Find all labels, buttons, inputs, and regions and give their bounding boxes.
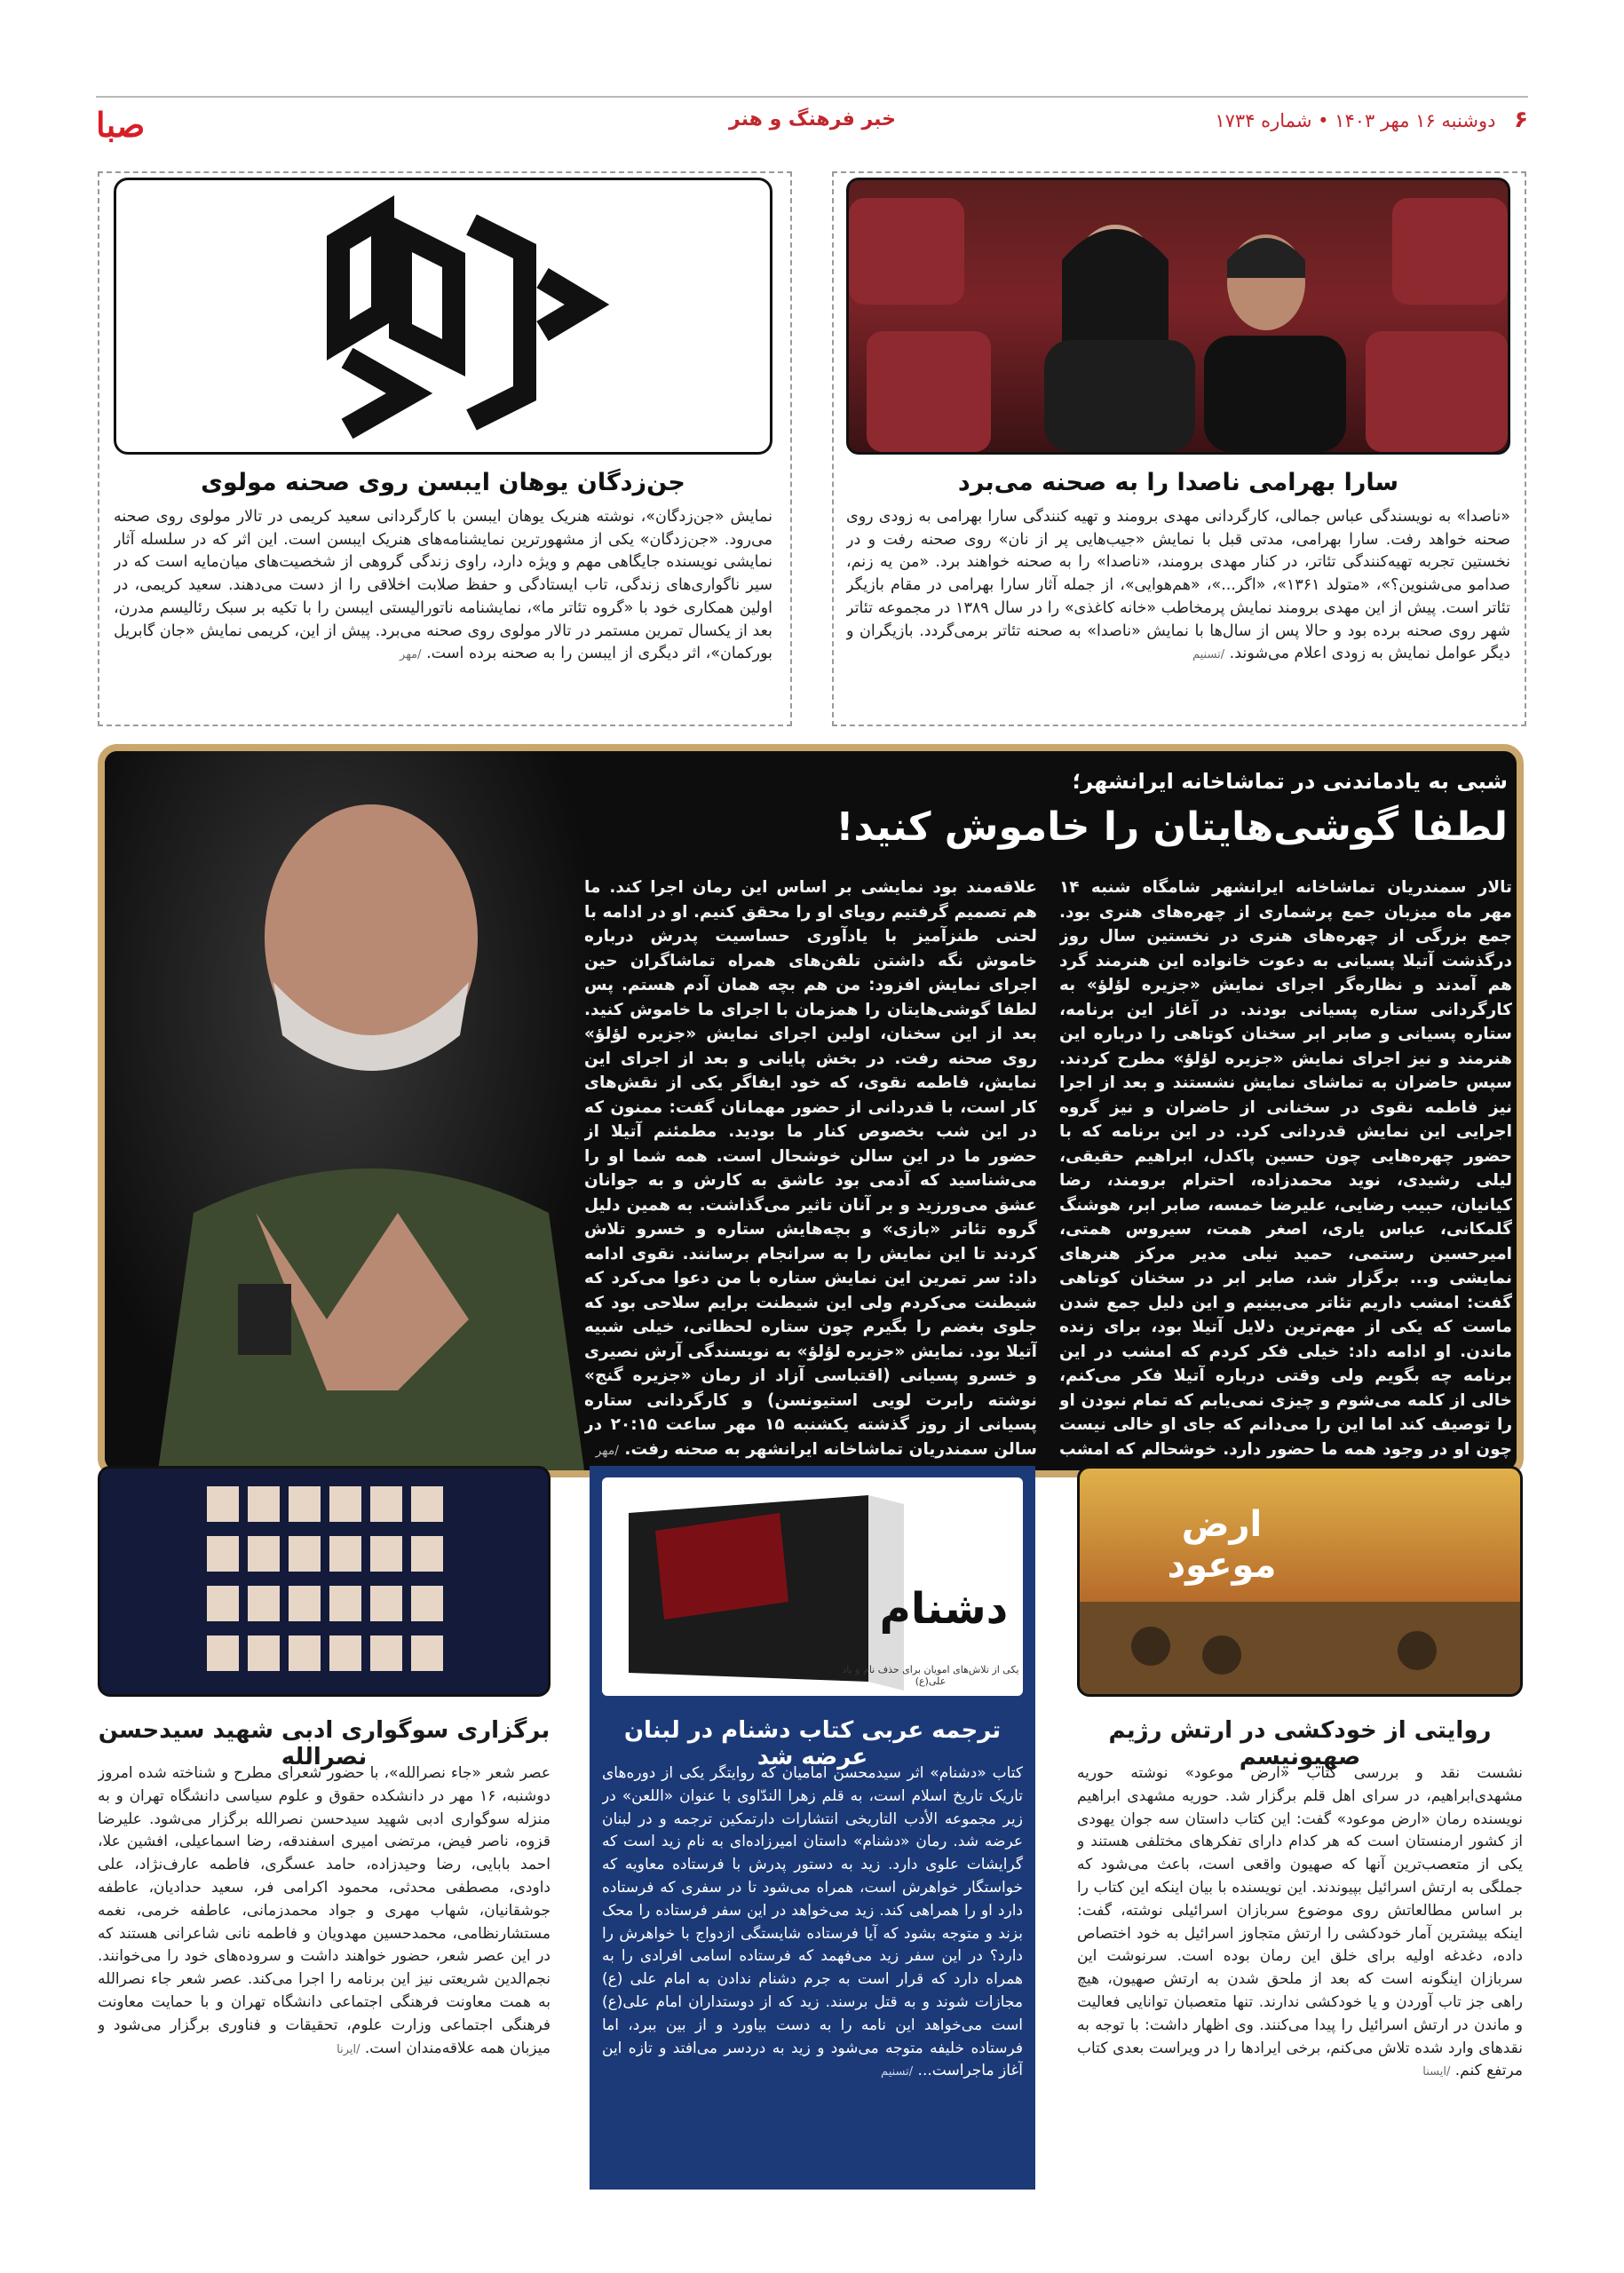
arz-mouood-poster [1077, 1466, 1523, 1697]
arz-mouood-text: نشست نقد و بررسی کتاب «ارض موعود» نوشته حوریه مشهدی‌ابراهیم، در سرای اهل قلم برگزار شد. حوریه مشهدی ابراهیم نویسنده رمان «ارض موعود» گفت: این کتاب داستان سه جوان یهودی از کشور ارمنستان است که هر کدام دارای تفکرهای مختلفی هستند و یکی از متعصب‌ترین آنها که صهیون واقعی است، باعث می‌شود که جملگی به ارتش اسرائیل بپیوندند. این نویسنده با بیان اینکه این کتاب را بر اساس مطالعاتش روی موضوع سربازان اسرائیلی نوشته، گفت: اینکه بیشترین آمار خودکشی را ارتش متجاوز اسرائیل به خود اختصاص داده، دغدغه اولیه برای خلق این رمان بوده است. سرنوشت این سربازان اینگونه است که بعد از ملحق شدن به ارتش صهیون، هیچ راهی جز تاب آوردن و یا خودکشی ندارند. تنها متعصبان توانایی فعالیت و ماندن در ارتش اسرائیل را پیدا می‌کنند. وی اظهار داشت: با توجه به نقدهای وارد شده تلاش می‌کنم، برخی ایرادها را در ویراست بعدی کتاب مرتفع کنم. [1077, 1764, 1523, 2080]
header-rule [96, 96, 1528, 98]
feature-kicker: شبی به یادماندنی در تماشاخانه ایرانشهر؛ [1072, 769, 1508, 794]
dashnam-title: ترجمه عربی کتاب دشنام در لبنان عرضه شد [623, 1717, 1002, 1770]
dashnam-text: کتاب «دشنام» اثر سیدمحسن امامیان که روایتگر یکی از دوره‌های تاریک تاریخ اسلام است، به قلم زهرا الندّاوی با عنوان «اللعن» در زیر مجموعه الأدب التاریخی انتشارات دارتمکین ترجمه و در لبنان عرضه شد. رمان «دشنام» داستان امیرزاده‌ای به نام زید است که گرایشات علوی دارد. زید به دستور پدرش با فرستاده معاویه که خواستگار خواهرش است، همراه می‌شود تا در سفری که فرستاده دارد او را همراهی کند. زید می‌خواهد در این سفر فرستاده را محک بزند و متوجه بشود که آیا فرستاده شایستگی ازدواج با خواهرش را دارد؟ در این سفر زید می‌فهمد که فرستاده اسامی افرادی را به همراه دارد که قرار است به جرم دشنام ندادن به امام علی (ع) مجازات شوند و به قتل برسند. زید که از دوستداران امام علی(ع) است می‌خواهد این نامه را به دست بیاورد و از بین ببرد، اما فرستاده خلیفه متوجه می‌شود و زید به دردسر می‌افتد و تازه این آغاز ماجراست... [602, 1764, 1023, 2080]
page-number: ۶ [1514, 107, 1528, 133]
nasrallah-body [98, 1762, 551, 2126]
portrait-image [105, 751, 602, 1470]
nasrallah-text: عصر شعر «جاء نصرالله»، با حضور شعرای مطرح و شناخته شده امروز دوشنبه، ۱۶ مهر در دانشکده حقوق و علوم سیاسی دانشگاه تهران و به منزله سوگواری ادبی شهید سیدحسن نصرالله برگزار می‌شود. علیرضا قزوه، ناصر فیض، مرتضی امیری اسفندقه، رضا اسماعیلی، افشین علا، احمد بابایی، رضا وحیدزاده، حامد عسگری، فاطمه عارف‌نژاد، علی داودی، مصطفی محدثی، محمود اکرامی فر، سعید حدادیان، عاطفه جوشقانیان، شهاب مهری و جواد محمدزمانی، عاطفه خرمی، نغمه مستشارنظامی، محمدحسین مهدویان و فاطمه نانی شاعرانی هستند که در این عصر شعر، حضور خواهند داشت و سروده‌های خود را می‌خوانند. نجم‌الدین شریعتی نیز این برنامه را اجرا می‌کند. عصر شعر جاء نصرالله به همت معاونت فرهنگی اجتماعی دانشگاه تهران و با حمایت معاونت فرهنگی اجتماعی وزارت علوم، تحقیقات و فناوری برگزار می‌شود و میزبان همه علاقه‌مندان است. [98, 1764, 551, 2057]
attila-pesyani-photo [105, 751, 602, 1470]
naseda-title: سارا بهرامی ناصدا را به صحنه می‌برد [957, 469, 1399, 496]
dashnam-book-tagline: یکی از تلاش‌های امویان برای حذف نام و یاد علی(ع) [842, 1664, 1019, 1687]
book-poster-image [1080, 1469, 1520, 1694]
arz-mouood-source: /ایسنا [1422, 2065, 1451, 2079]
feature-col-right: تالار سمندریان تماشاخانه ایرانشهر شامگاه شنبه ۱۴ مهر ماه میزبان جمع پرشماری از چهره‌های هنری بود. جمع بزرگی از چهره‌های هنری در نخستین سال روز درگذشت آتیلا پسیانی به دعوت خانواده این هنرمند گرد هم آمدند و نظاره‌گر اجرای نمایش «جزیره لؤلؤ» به کارگردانی ستاره پسیانی بودند. در آغاز این برنامه، ستاره پسیانی و صابر ابر سخنان کوتاهی را درباره این هنرمند و نیز اجرای نمایش «جزیره لؤلؤ» مطرح کردند. سپس حاضران به تماشای نمایش نشستند و بعد از اجرا نیز فاطمه نقوی در سخنانی از حاضران و نیز گروه اجرایی این نمایش قدردانی کرد. در این برنامه که با حضور چهره‌هایی چون حسین پاکدل، ابراهیم حقیقی، لیلی رشیدی، نوید محمدزاده، احترام برومند، رضا کیانیان، حبیب رضایی، علیرضا خمسه، صابر ابر، هوشنگ گلمکانی، عباس یاری، اصغر همت، سیروس همتی، امیرحسین رستمی، حمید نیلی مدیر مرکز هنرهای نمایشی و... برگزار شد، صابر ابر در سخنان کوتاهی گفت: امشب داریم تئاتر می‌بینیم و این دلیل جمع شدن ماست که یکی از مهم‌ترین دلایل آتیلا بود، برای زنده ماندن. او ادامه داد: خیلی فکر کردم که امشب در این برنامه چه بگویم ولی وقتی درباره آتیلا فکر می‌کنم، خالی از کلمه می‌شوم و چیزی نمی‌یابم که تمام نبودن او را توصیف کند اما این را می‌دانم که جای او خالی نیست چون او در وجود همه ما حضور دارد. خوشحالم که امشب [1059, 878, 1512, 1459]
jen-zadegan-logo-frame [114, 178, 772, 455]
section-title: خبر فرهنگ و هنر [729, 108, 896, 131]
feature-article [98, 744, 1524, 1477]
jen-zadegan-body [114, 506, 772, 719]
naseda-text: «ناصدا» به نویسندگی عباس جمالی، کارگردانی مهدی برومند و تهیه کنندگی سارا بهرامی به زودی روی صحنه خواهد رفت. سارا بهرامی، مدتی قبل با نمایش «جیب‌هایی پر از نان» روی صحنه رفت و در نخستین تجربه تهیه‌کنندگی تئاتر، در کنار مهدی برومند، «ناصدا» را به صحنه خواهند برد. «من یه زنم، صدامو می‌شنوین؟»، «متولد ۱۳۶۱»، «اگر...»، «هم‌هوایی»، از جمله آثار سارا بهرامی در مقام بازیگر تئاتر است. پیش از این مهدی برومند نمایش پرمخاطب «خانه کاغذی» را در سال ۱۳۸۹ در مجموعه تئاتر شهر روی صحنه برده بود و حالا پس از سال‌ها با نمایش «ناصدا» به صحنه تئاتر برمی‌گردد. بازیگران و دیگر عوامل نمایش به زودی اعلام می‌شوند. [846, 508, 1510, 663]
nasrallah-title: برگزاری سوگواری ادبی شهید سیدحسن نصرالله [98, 1717, 551, 1770]
feature-col-left [584, 875, 1037, 1461]
feature-title: لطفا گوشی‌هایتان را خاموش کنید! [836, 804, 1508, 850]
newspaper-logo: صبا [96, 105, 146, 145]
arz-mouood-title: روایتی از خودکشی در ارتش رژیم صهیونیسم [1108, 1717, 1492, 1770]
theatre-seats-image [849, 180, 1508, 452]
jen-zadegan-logo [116, 180, 770, 452]
jen-zadegan-title: جن‌زدگان یوهان ایبسن روی صحنه مولوی [201, 469, 685, 496]
feature-col-left-text: علاقه‌مند بود نمایشی بر اساس این رمان اجرا کند. ما هم تصمیم گرفتیم رویای او را محقق کنیم. او در ادامه با لحنی طنزآمیز با یادآوری حساسیت پدرش درباره خاموش نگه داشتن تلفن‌های همراه تماشاگران حین اجرای نمایش افزود: من هم بچه همان آدم هستم. پس لطفا گوشی‌هایتان را همزمان با اجرای ما خاموش کنید. بعد از این سخنان، اولین اجرای نمایش «جزیره لؤلؤ» روی صحنه رفت. در بخش پایانی و بعد از اجرای این نمایش، فاطمه نقوی، که خود ایفاگر یکی از نقش‌های کار است، با قدردانی از حضور مهمانان گفت: ممنون که در این شب بخصوص کنار ما بودید. مطمئنم آتیلا از حضور ما در این سالن خوشحال است. همه شما او را می‌شناسید که آدمی بود عاشق به کارش و به جوانان عشق می‌ورزید و بر آنان تاثیر می‌گذاشت. به همین دلیل گروه تئاتر «بازی» و بچه‌هایش ستاره و خسرو تلاش کردند تا این نمایش را به سرانجام برسانند. نقوی ادامه داد: سر تمرین این نمایش ستاره با من دعوا می‌کرد که شیطنت می‌کردم ولی این شیطنت برایم سلاحی بود که جلوی بغضم را بگیرم چون ستاره لحظاتی، خیلی شبیه آتیلا بود. نمایش «جزیره لؤلؤ» به نویسندگی آرش نصیری و خسرو پسیانی (اقتباسی آزاد از رمان «جزیره گنج» نوشته رابرت لویی استیونسن) و کارگردانی ستاره پسیانی از روز گذشته یکشنبه ۱۵ مهر ساعت ۲۰:۱۵ در سالن سمندریان تماشاخانه ایرانشهر به صحنه رفت. [584, 878, 1037, 1459]
jen-zadegan-text: نمایش «جن‌زدگان»، نوشته هنریک یوهان ایبسن با کارگردانی سعید کریمی در تالار مولوی روی صحنه می‌رود. «جن‌زدگان» یکی از مشهورترین نمایشنامه‌های هنریک ایبسن است. این اثر که در سلسله آثار نمایشی نویسنده جایگاهی مهم و ویژه دارد، راوی زندگی گروهی از شخصیت‌های میان‌مایه است که در سیر ناگواری‌های زندگی، تاب ایستادگی و حفظ صلابت اخلاقی را از دست می‌دهند. سعید کریمی، در اولین همکاری خود با «گروه تئاتر ما»، نمایشنامه ناتورالیستی ایبسن را با تکیه بر سبک رئالیسم مدرن، بعد از یکسال تمرین مستمر در تالار مولوی روی صحنه می‌برد. پیش از این، کریمی نمایش «جان گابریل بورکمان»، اثر دیگری از ایبسن را به صحنه برده است. [114, 508, 772, 663]
dashnam-book-image [602, 1477, 1023, 1696]
dashnam-book-title: دشنام [879, 1584, 1009, 1634]
nasrallah-poets-collage [98, 1466, 551, 1697]
nasrallah-source: /ایرنا [337, 2042, 360, 2056]
feature-source: /مهر [595, 1443, 619, 1458]
issue-date: دوشنبه ۱۶ مهر ۱۴۰۳ • شماره ۱۷۳۴ [1215, 110, 1496, 131]
page-info [1208, 107, 1528, 133]
naseda-body [846, 506, 1510, 719]
jen-zadegan-source: /مهر [400, 648, 422, 662]
naseda-source: /تسنیم [1192, 648, 1225, 662]
dashnam-source: /تسنیم [881, 2065, 914, 2079]
arz-mouood-poster-title: ارض موعود [1167, 1504, 1277, 1586]
poets-photos-grid [100, 1469, 548, 1694]
naseda-photo [846, 178, 1510, 455]
arz-mouood-body [1077, 1762, 1523, 2198]
dashnam-body [602, 1762, 1023, 2180]
